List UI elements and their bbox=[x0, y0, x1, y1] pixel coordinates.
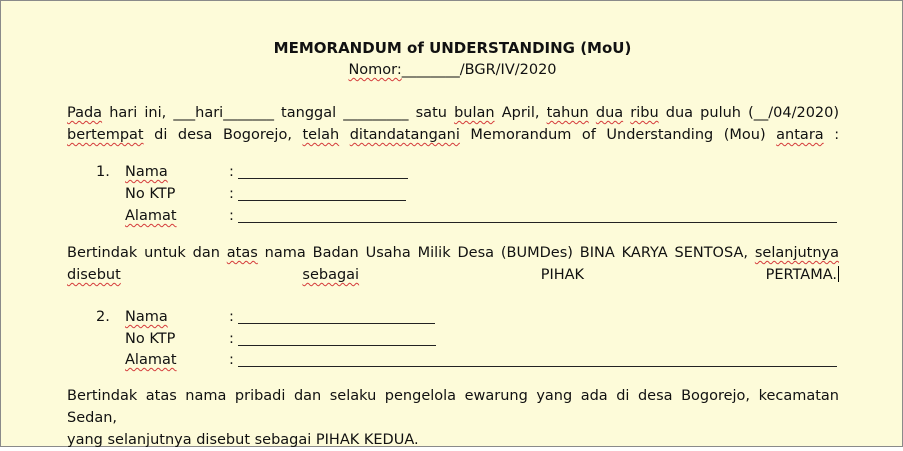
word: Memorandum of Understanding (Mou) bbox=[470, 127, 766, 143]
party2-description-line2: yang selanjutnya disebut sebagai PIHAK KEDUA. bbox=[67, 432, 419, 448]
party2-description bbox=[67, 385, 839, 451]
word: atas bbox=[226, 245, 258, 261]
word: nama Badan Usaha Milik Desa (BUMDes) BINA KARYA SENTOSA, bbox=[264, 245, 748, 261]
party1-ktp-label: No KTP bbox=[125, 186, 176, 202]
opening-paragraph bbox=[67, 102, 839, 146]
word: ribu bbox=[630, 105, 659, 121]
party1-address-label: Alamat bbox=[125, 208, 177, 224]
word: April, bbox=[501, 105, 540, 121]
word: telah bbox=[302, 127, 340, 143]
party2-address-label: Alamat bbox=[125, 352, 177, 368]
word: tahun bbox=[546, 105, 589, 121]
word: ___hari_______ tanggal _________ satu bbox=[173, 105, 447, 121]
party1-name-colon: : bbox=[229, 164, 234, 180]
party1-number: 1. bbox=[96, 164, 110, 180]
party2-description-line1: Bertindak atas nama pribadi dan selaku pengelola ewarung yang ada di desa Bogorejo, kecamatan Sedan, bbox=[67, 388, 839, 426]
word: Pada bbox=[67, 105, 103, 121]
word: bulan bbox=[454, 105, 495, 121]
party2-name-blank bbox=[238, 323, 435, 324]
party2-ktp-label: No KTP bbox=[125, 331, 176, 347]
party2-name-label: Nama bbox=[125, 309, 168, 325]
word: di desa Bogorejo, bbox=[154, 127, 292, 143]
party1-ktp-colon: : bbox=[229, 186, 234, 202]
party2-ktp-colon: : bbox=[229, 331, 234, 347]
word: Bertindak untuk dan bbox=[67, 245, 220, 261]
party2-number: 2. bbox=[96, 309, 110, 325]
document-number bbox=[1, 62, 903, 78]
party1-description bbox=[67, 242, 839, 286]
party2-name-colon: : bbox=[229, 309, 234, 325]
party1-ktp-blank bbox=[238, 200, 406, 201]
word: sebagai bbox=[302, 267, 360, 283]
word: ditandatangani bbox=[349, 127, 460, 143]
word: selanjutnya bbox=[754, 245, 839, 261]
word: dua bbox=[595, 105, 624, 121]
nomor-label: Nomor: bbox=[348, 62, 402, 78]
party1-name-blank bbox=[238, 178, 408, 179]
party1-address-blank bbox=[238, 222, 837, 223]
party2-ktp-blank bbox=[238, 345, 436, 346]
party1-name-label: Nama bbox=[125, 164, 168, 180]
word: dua puluh (__/04/2020) bbox=[665, 105, 840, 121]
word: antara bbox=[776, 127, 824, 143]
word: hari ini, bbox=[109, 105, 167, 121]
word: disebut bbox=[67, 267, 121, 283]
nomor-blank: ________ bbox=[401, 62, 460, 78]
party1-address-colon: : bbox=[229, 208, 234, 224]
word: : bbox=[834, 127, 840, 143]
nomor-suffix: /BGR/IV/2020 bbox=[459, 62, 557, 78]
word: bertempat bbox=[67, 127, 144, 143]
party2-address-blank bbox=[238, 366, 837, 367]
text-cursor bbox=[838, 266, 839, 282]
word: PIHAK PERTAMA. bbox=[540, 267, 838, 283]
document-title: MEMORANDUM of UNDERSTANDING (MoU) bbox=[273, 39, 632, 57]
party2-address-colon: : bbox=[229, 352, 234, 368]
